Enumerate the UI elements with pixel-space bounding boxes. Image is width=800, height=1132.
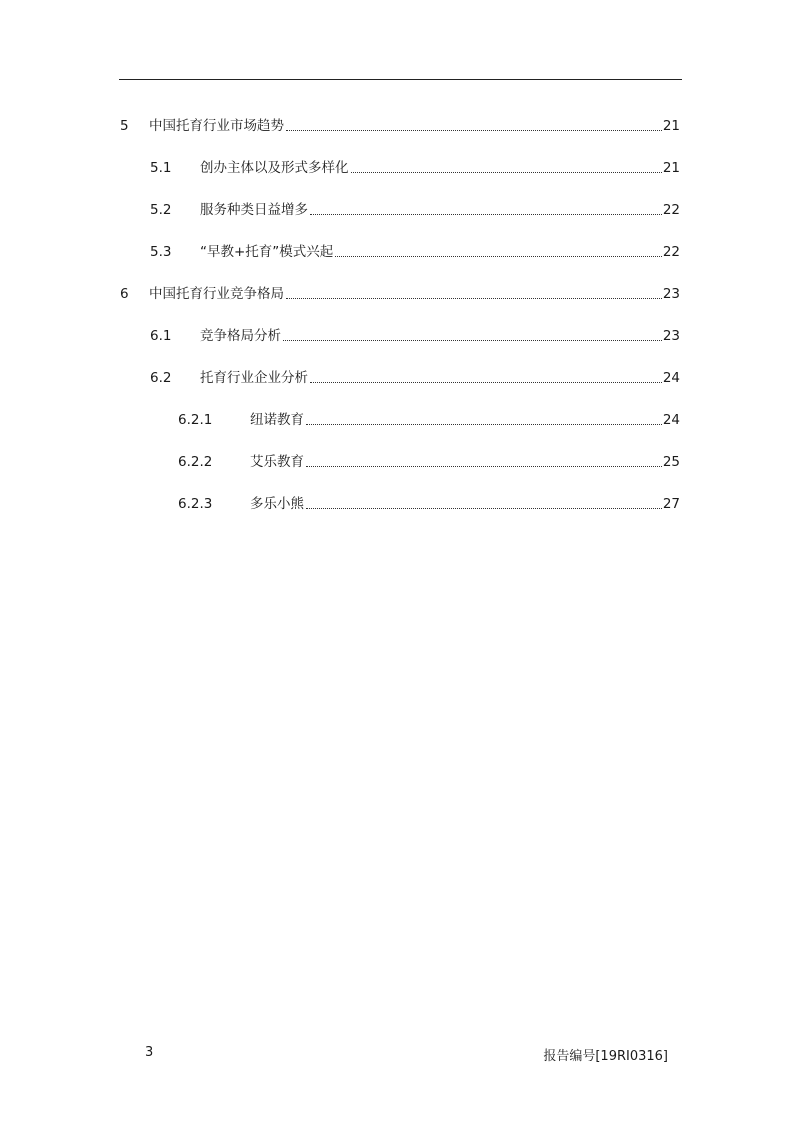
- toc-entry-number: 6.2: [150, 370, 172, 386]
- toc-entry-number: 5: [120, 118, 129, 134]
- toc-dot-leader: [310, 214, 662, 215]
- toc-entry-number: 6.1: [150, 328, 172, 344]
- toc-entry-page: 24: [662, 370, 680, 386]
- toc-entry[interactable]: [120, 116, 680, 136]
- toc-dot-leader: [310, 382, 662, 383]
- toc-entry-title: 托育行业企业分析: [200, 370, 308, 386]
- toc-dot-leader: [335, 256, 662, 257]
- toc-dot-leader: [286, 298, 662, 299]
- toc-entry-page: 23: [662, 328, 680, 344]
- toc-entry-title: 中国托育行业市场趋势: [149, 118, 284, 134]
- toc-entry-page: 24: [662, 412, 680, 428]
- toc-entry-page: 21: [662, 118, 680, 134]
- toc-entry[interactable]: [150, 158, 680, 178]
- footer-page-number: 3: [145, 1045, 154, 1060]
- header-rule: [119, 79, 682, 80]
- toc-entry[interactable]: [150, 326, 680, 346]
- toc-entry-number: 6: [120, 286, 129, 302]
- toc-entry[interactable]: [150, 368, 680, 388]
- toc-dot-leader: [306, 466, 662, 467]
- toc-entry-title: 艾乐教育: [250, 454, 304, 470]
- toc-dot-leader: [351, 172, 662, 173]
- toc-entry-title: 服务种类日益增多: [200, 202, 308, 218]
- toc-entry-title: “早教+托育”模式兴起: [200, 244, 334, 260]
- toc-entry[interactable]: [150, 200, 680, 220]
- toc-dot-leader: [306, 508, 662, 509]
- toc-entry-title: 中国托育行业竞争格局: [149, 286, 284, 302]
- toc-entry-title: 多乐小熊: [250, 496, 304, 512]
- toc-entry[interactable]: [178, 452, 680, 472]
- toc-entry[interactable]: [178, 494, 680, 514]
- toc-entry[interactable]: [150, 242, 680, 262]
- toc-entry-number: 5.1: [150, 160, 172, 176]
- toc-dot-leader: [283, 340, 662, 341]
- toc-entry-page: 25: [662, 454, 680, 470]
- toc-dot-leader: [306, 424, 662, 425]
- toc-entry-title: 纽诺教育: [250, 412, 304, 428]
- toc-entry-number: 6.2.3: [178, 496, 213, 512]
- toc-dot-leader: [286, 130, 662, 131]
- toc-entry[interactable]: [178, 410, 680, 430]
- footer-report-id: 报告编号[19RI0316]: [543, 1049, 668, 1064]
- toc-entry-title: 创办主体以及形式多样化: [200, 160, 349, 176]
- toc-entry-number: 5.2: [150, 202, 172, 218]
- toc-entry-title: 竞争格局分析: [200, 328, 281, 344]
- toc-entry-page: 21: [662, 160, 680, 176]
- toc-entry-number: 6.2.1: [178, 412, 213, 428]
- toc-entry-number: 6.2.2: [178, 454, 213, 470]
- toc-entry-number: 5.3: [150, 244, 172, 260]
- toc-entry[interactable]: [120, 284, 680, 304]
- toc-entry-page: 22: [662, 202, 680, 218]
- toc-entry-page: 27: [662, 496, 680, 512]
- toc-entry-page: 22: [662, 244, 680, 260]
- toc-entry-page: 23: [662, 286, 680, 302]
